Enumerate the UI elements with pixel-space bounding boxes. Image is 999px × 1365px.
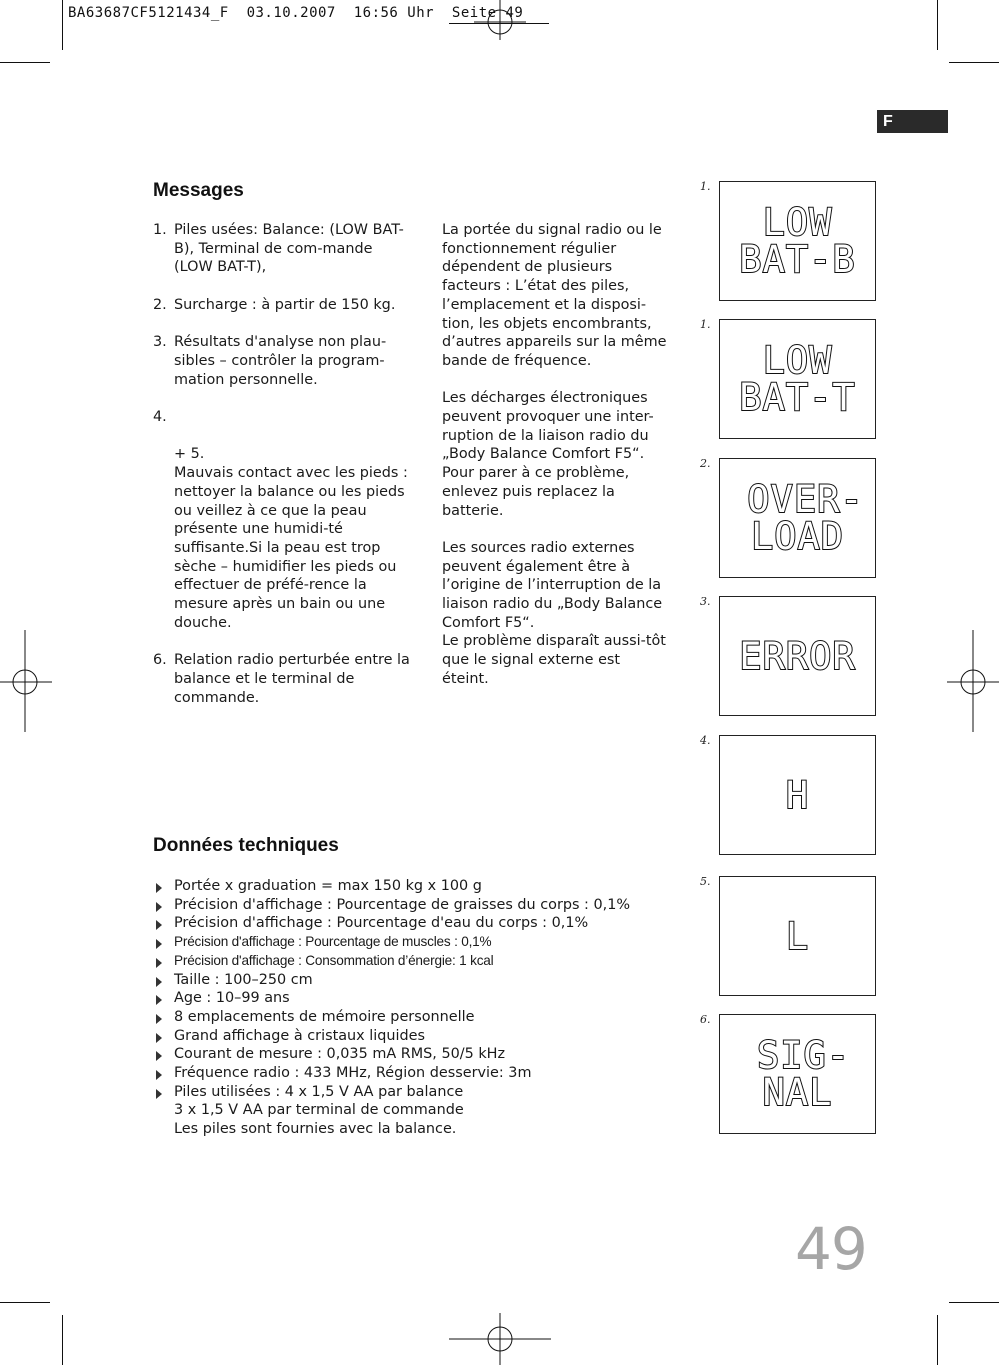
spec-text: Portée x graduation = max 150 kg x 100 g xyxy=(174,878,482,894)
registration-mark-left xyxy=(0,630,52,732)
spec-text: Courant de mesure : 0,035 mA RMS, 50/5 kHz xyxy=(174,1046,506,1063)
crop-mark xyxy=(62,1315,63,1365)
spec-item xyxy=(153,952,673,971)
crop-mark xyxy=(949,1302,999,1303)
message-item xyxy=(153,296,413,315)
bullet-arrow-icon xyxy=(156,1070,162,1080)
figure-label: 1. xyxy=(700,318,711,331)
spec-text: Précision d'affichage : Consommation d’énergie: 1 kcal xyxy=(174,952,494,968)
spec-continuation: Les piles sont fournies avec la balance. xyxy=(174,1121,457,1138)
lcd-display-signal xyxy=(719,1014,876,1134)
spec-item xyxy=(153,1045,673,1064)
message-number: 1. xyxy=(153,222,167,238)
spec-item xyxy=(153,1083,673,1139)
lcd-text: LOW xyxy=(762,201,833,244)
message-number: 3. xyxy=(153,334,167,351)
lcd-display-overload xyxy=(719,458,876,578)
figure-label: 6. xyxy=(700,1013,711,1026)
lcd-text: OVER- xyxy=(747,478,864,521)
lcd-text: NAL xyxy=(762,1071,833,1114)
spec-text: Age : 10–99 ans xyxy=(174,990,290,1007)
lcd-text: SIG- xyxy=(756,1034,851,1077)
crop-mark xyxy=(937,0,938,50)
bullet-arrow-icon xyxy=(156,1089,162,1099)
radio-note-paragraph: La portée du signal radio ou le fonctionnement régulier dépendent de plusieurs facteurs : L’état des piles, l’emplacement et la disposi-tion, les objets encombrants, d’autres appareils sur la même bande de fréquence. xyxy=(442,222,667,369)
spec-item xyxy=(153,914,673,933)
spec-item xyxy=(153,989,673,1008)
spec-text: Taille : 100–250 cm xyxy=(174,971,313,988)
message-item xyxy=(153,651,413,707)
bullet-arrow-icon xyxy=(156,883,162,893)
spec-item xyxy=(153,933,673,952)
message-item xyxy=(153,221,413,277)
spec-item xyxy=(153,1064,673,1083)
lcd-text: BAT-T xyxy=(739,376,856,419)
lcd-display-low-bat-b xyxy=(719,181,876,301)
language-tab: F xyxy=(877,110,948,133)
radio-note-paragraph: Les décharges électroniques peuvent provoquer une inter-ruption de la liaison radio du „Body Balance Comfort F5“. Pour parer à ce problème, enlevez puis replacez la batterie. xyxy=(442,390,654,519)
lcd-text: LOAD xyxy=(750,515,845,558)
bullet-arrow-icon xyxy=(156,977,162,987)
message-item xyxy=(153,333,413,389)
bullet-arrow-icon xyxy=(156,1033,162,1043)
bullet-arrow-icon xyxy=(156,958,162,968)
print-slug: BA63687CF5121434_F 03.10.2007 16:56 Uhr Seite 49 xyxy=(68,5,524,21)
lcd-text: LOW xyxy=(762,339,833,382)
crop-mark xyxy=(62,0,63,50)
spec-text: Précision d'affichage : Pourcentage de muscles : 0,1% xyxy=(174,934,492,950)
bullet-arrow-icon xyxy=(156,1014,162,1024)
messages-list xyxy=(153,221,413,726)
message-number: 4. xyxy=(153,408,167,425)
lcd-display-low-bat-t xyxy=(719,319,876,439)
crop-mark xyxy=(937,1315,938,1365)
message-text: Piles usées: Balance: (LOW BAT-B), Terminal de com-mande (LOW BAT-T), xyxy=(174,222,404,276)
bullet-arrow-icon xyxy=(156,1051,162,1061)
message-text: Résultats d'analyse non plau-sibles – contrôler la program-mation personnelle. xyxy=(174,334,387,388)
figure-label: 5. xyxy=(700,875,711,888)
figure-label: 3. xyxy=(700,595,711,608)
spec-item xyxy=(153,1008,673,1027)
spec-continuation: 3 x 1,5 V AA par terminal de commande xyxy=(174,1102,464,1119)
radio-note-paragraph: Les sources radio externes peuvent également être à l’origine de l’interruption de la liaison radio du „Body Balance Comfort F5“. Le problème disparaît aussi-tôt que le signal externe est éteint. xyxy=(442,539,666,687)
tech-data-heading: Données techniques xyxy=(153,835,339,856)
radio-notes-column xyxy=(442,221,667,707)
figure-label: 1. xyxy=(700,180,711,193)
message-item xyxy=(153,408,413,632)
spec-item xyxy=(153,896,673,915)
spec-text: Précision d'affichage : Pourcentage de graisses du corps : 0,1% xyxy=(174,896,631,913)
page-number: 49 xyxy=(795,1215,867,1283)
spec-item xyxy=(153,1027,673,1046)
lcd-text: L xyxy=(785,914,810,958)
message-text: + 5. Mauvais contact avec les pieds : nettoyer la balance ou les pieds ou veillez à ce que la peau présente une humidi-té suffisante.Si la peau est trop sèche – humidifier les pieds ou effectuer de préfé-rence la mesure après un bain ou une douche. xyxy=(174,446,408,631)
bullet-arrow-icon xyxy=(156,995,162,1005)
crop-mark xyxy=(0,1302,50,1303)
crop-mark xyxy=(0,62,50,63)
bullet-arrow-icon xyxy=(156,920,162,930)
registration-mark-top xyxy=(474,0,526,40)
lcd-text: H xyxy=(785,773,810,817)
figure-label: 4. xyxy=(700,734,711,747)
message-text: Surcharge : à partir de 150 kg. xyxy=(174,296,396,313)
message-number: 2. xyxy=(153,296,167,313)
spec-text: Piles utilisées : 4 x 1,5 V AA par balance xyxy=(174,1083,464,1100)
tech-data-list xyxy=(153,877,673,1139)
spec-text: Précision d'affichage : Pourcentage d'eau du corps : 0,1% xyxy=(174,915,589,932)
lcd-display-h xyxy=(719,735,876,855)
spec-text: Grand affichage à cristaux liquides xyxy=(174,1027,425,1044)
message-text: Relation radio perturbée entre la balance et le terminal de commande. xyxy=(174,652,410,706)
bullet-arrow-icon xyxy=(156,939,162,949)
lcd-text: ERROR xyxy=(739,634,856,678)
messages-heading: Messages xyxy=(153,180,244,201)
registration-mark-right xyxy=(947,630,999,732)
registration-mark-bottom xyxy=(449,1313,551,1365)
message-number: 6. xyxy=(153,652,167,669)
spec-item xyxy=(153,971,673,990)
lcd-display-error xyxy=(719,596,876,716)
lcd-text: BAT-B xyxy=(739,238,856,281)
spec-text: 8 emplacements de mémoire personnelle xyxy=(174,1008,475,1025)
bullet-arrow-icon xyxy=(156,902,162,912)
figure-label: 2. xyxy=(700,457,711,470)
lcd-display-l xyxy=(719,876,876,996)
crop-mark xyxy=(949,62,999,63)
spec-item xyxy=(153,877,673,896)
spec-text: Fréquence radio : 433 MHz, Région desservie: 3m xyxy=(174,1065,532,1082)
